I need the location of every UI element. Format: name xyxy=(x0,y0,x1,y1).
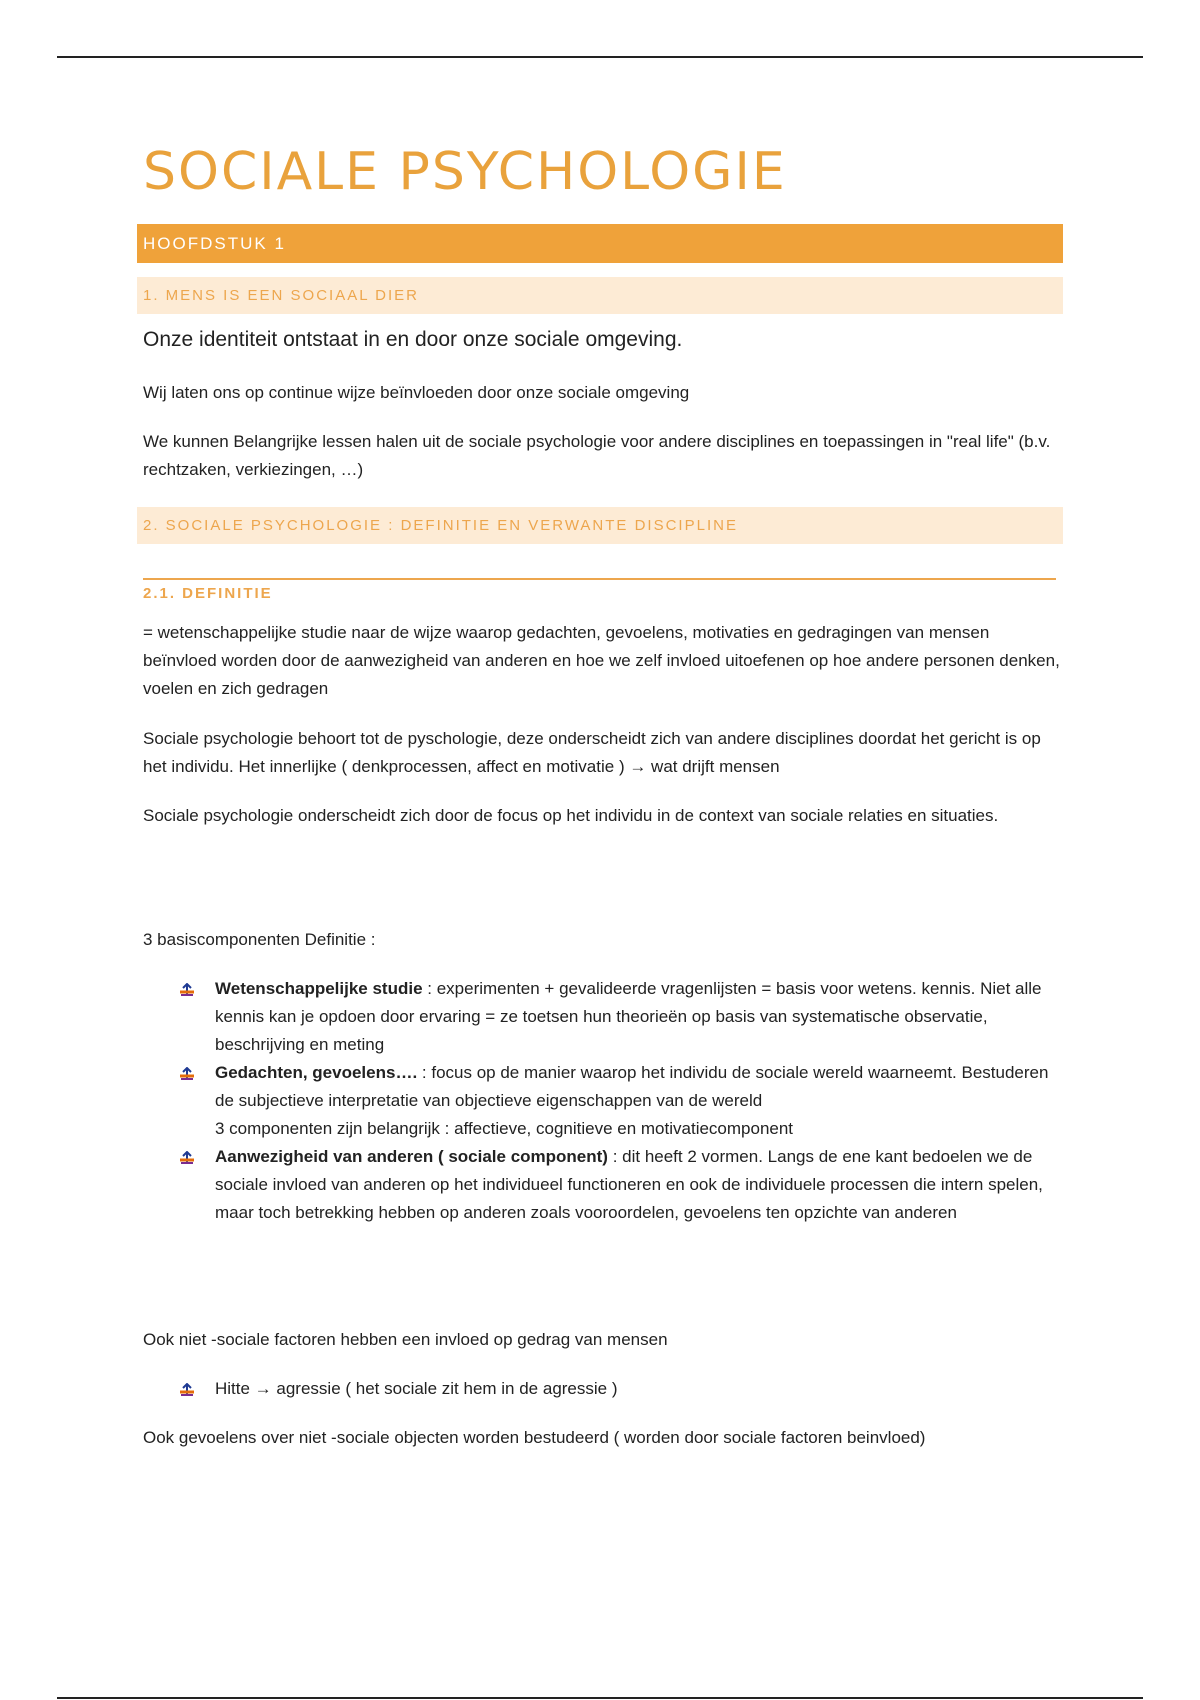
component-term: Wetenschappelijke studie xyxy=(215,979,423,998)
arrow-bullet-icon xyxy=(179,1151,195,1165)
arrow-bullet-icon xyxy=(179,983,195,997)
document-title: SOCIALE PSYCHOLOGIE xyxy=(143,142,787,202)
paragraph: Sociale psychologie behoort tot de pyschologie, deze onderscheidt zich van andere disciplines doordat het gericht is op het individu. Het innerlijke ( denkprocessen, affect en motivatie ) → wat drijft mensen xyxy=(143,729,1041,776)
header-rule xyxy=(57,56,1143,58)
paragraph: We kunnen Belangrijke lessen halen uit de sociale psychologie voor andere disciplines en toepassingen in "real life" (b.v. rechtzaken, verkiezingen, …) xyxy=(143,432,1051,479)
paragraph: Ook gevoelens over niet -sociale objecten worden bestudeerd ( worden door sociale factoren beinvloed) xyxy=(143,1428,926,1447)
paragraph: = wetenschappelijke studie naar de wijze waarop gedachten, gevoelens, motivaties en gedragingen van mensen beïnvloed worden door de aanwezigheid van anderen en hoe we zelf invloed uitoefenen op hoe andere personen denken, voelen en zich gedragen xyxy=(143,623,1060,698)
components-list xyxy=(179,975,1063,1227)
list-item xyxy=(179,1375,1063,1403)
lead-sentence: Onze identiteit ontstaat in en door onze sociale omgeving. xyxy=(143,328,683,351)
list-item xyxy=(179,975,1063,1059)
section-heading-1: 1. MENS IS EEN SOCIAAL DIER xyxy=(137,277,1063,314)
subheading-rule xyxy=(143,578,1056,580)
list-item xyxy=(179,1143,1063,1227)
chapter-heading: HOOFDSTUK 1 xyxy=(137,224,1063,263)
component-term: Aanwezigheid van anderen ( sociale component) xyxy=(215,1147,608,1166)
component-term: Gedachten, gevoelens…. xyxy=(215,1063,418,1082)
components-intro: 3 basiscomponenten Definitie : xyxy=(143,930,376,949)
list-item xyxy=(179,1059,1063,1143)
component-extra: 3 componenten zijn belangrijk : affectieve, cognitieve en motivatiecomponent xyxy=(215,1119,794,1138)
example-list xyxy=(179,1375,1063,1403)
paragraph: Wij laten ons op continue wijze beïnvloeden door onze sociale omgeving xyxy=(143,383,690,402)
arrow-bullet-icon xyxy=(179,1067,195,1081)
section-heading-2: 2. SOCIALE PSYCHOLOGIE : DEFINITIE EN VERWANTE DISCIPLINE xyxy=(137,507,1063,544)
paragraph: Sociale psychologie onderscheidt zich door de focus op het individu in de context van sociale relaties en situaties. xyxy=(143,806,999,825)
footer-rule xyxy=(57,1697,1143,1699)
paragraph: Ook niet -sociale factoren hebben een invloed op gedrag van mensen xyxy=(143,1330,668,1349)
subheading-definitie: 2.1. DEFINITIE xyxy=(143,585,273,602)
component-text: : experimenten + gevalideerde vragenlijsten = basis voor wetens. kennis. Niet alle kennis kan je opdoen door ervaring = ze toetsen hun theorieën op basis van systematische observatie, beschrijving en meting xyxy=(215,979,1042,1054)
example-text: Hitte → agressie ( het sociale zit hem in de agressie ) xyxy=(215,1379,618,1398)
component-text: : focus op de manier waarop het individu de sociale wereld waarneemt. Bestuderen de subjectieve interpretatie van objectieve eigenschappen van de wereld xyxy=(215,1063,1049,1110)
arrow-bullet-icon xyxy=(179,1383,195,1397)
component-text: : dit heeft 2 vormen. Langs de ene kant bedoelen we de sociale invloed van anderen op het individueel functioneren en ook de individuele processen die intern spelen, maar toch betrekking hebben op anderen zoals vooroordelen, gevoelens ten opzichte van anderen xyxy=(215,1147,1043,1222)
